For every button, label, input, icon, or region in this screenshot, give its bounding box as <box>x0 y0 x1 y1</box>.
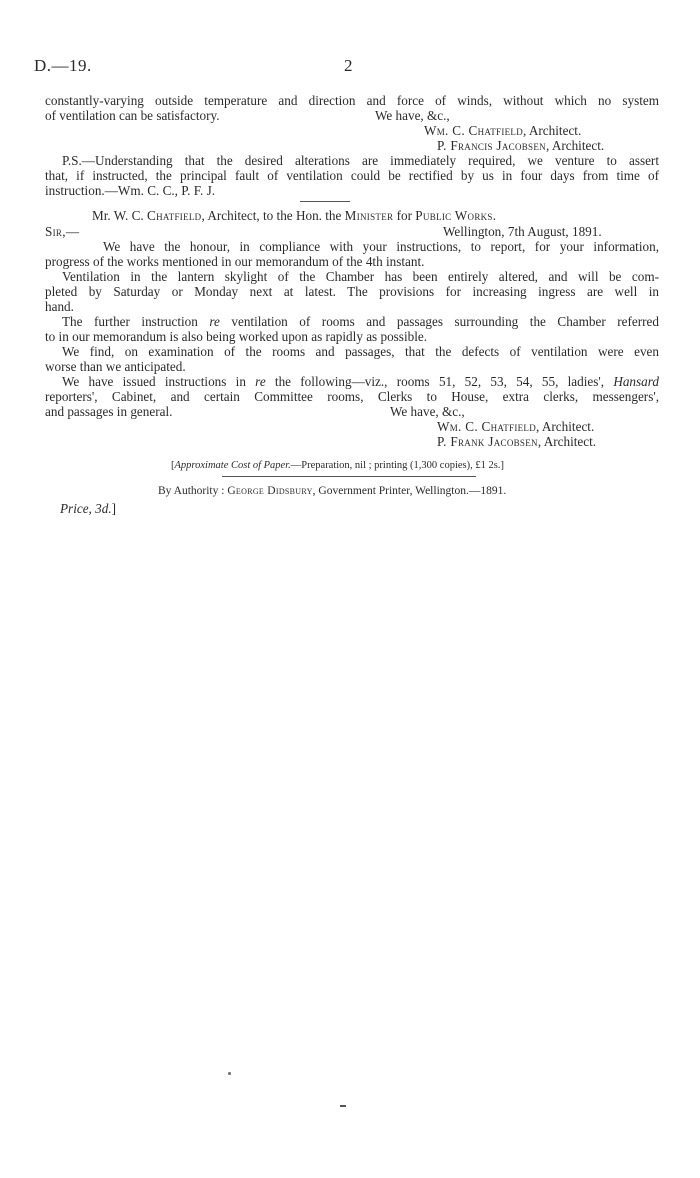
salutation <box>45 224 79 239</box>
cost-note-label: Approximate Cost of Paper. <box>174 460 291 471</box>
footer-divider <box>222 476 476 477</box>
body-line: reporters', Cabinet, and certain Committee rooms, Clerks to House, extra clerks, messengers', <box>45 389 659 404</box>
printer-prefix: By Authority : <box>158 485 228 497</box>
signatory-name: Wm. C. Chatfield <box>437 419 537 434</box>
page-number: 2 <box>344 56 353 75</box>
document-reference: D.—19. <box>34 56 92 75</box>
body-line: hand. <box>45 299 74 314</box>
salutation-text: Sir,— <box>45 224 80 239</box>
cost-note-bracket: [ <box>171 460 175 471</box>
place-date: Wellington, 7th August, 1891. <box>443 224 602 239</box>
cost-note <box>171 458 504 473</box>
body-line <box>45 108 659 123</box>
signature-line <box>437 419 594 434</box>
heading-name: Chatfield <box>146 208 202 223</box>
printer-imprint <box>158 484 506 499</box>
body-line: constantly-varying outside temperature and direction and force of winds, without which no system <box>45 93 659 108</box>
letter-heading <box>92 208 496 223</box>
body-line: to in our memorandum is also being worked upon as rapidly as possible. <box>45 329 428 344</box>
body-text: The further instruction <box>62 314 210 329</box>
price-bracket: ] <box>111 501 117 516</box>
printer-name: George Didsbury <box>227 485 313 497</box>
scan-speck <box>340 1105 346 1107</box>
body-line: Ventilation in the lantern skylight of the Chamber has been entirely altered, and will be com- <box>62 269 659 284</box>
body-line: We have the honour, in compliance with your instructions, to report, for your information, <box>103 239 659 254</box>
postscript-line: P.S.—Understanding that the desired alterations are immediately required, we venture to assert <box>62 153 659 168</box>
heading-text: . <box>492 208 497 223</box>
body-text: the following—viz., rooms 51, 52, 53, 54, 55, ladies', <box>265 374 614 389</box>
body-italic: re <box>209 314 220 329</box>
body-line: worse than we anticipated. <box>45 359 186 374</box>
body-line <box>62 374 659 389</box>
body-text: and passages in general. <box>45 404 173 419</box>
body-line <box>62 314 659 329</box>
printer-suffix: , Government Printer, Wellington.—1891. <box>312 485 507 497</box>
signatory-role: , Architect. <box>537 434 597 449</box>
postscript-line: that, if instructed, the principal fault of ventilation could be rectified by us in four days from time of <box>45 168 659 183</box>
closing-phrase: We have, &c., <box>390 404 465 419</box>
body-italic: re <box>255 374 266 389</box>
heading-text: for <box>393 208 416 223</box>
price-note <box>60 501 116 516</box>
heading-text: , Architect, to the Hon. the <box>201 208 345 223</box>
body-text: of ventilation can be satisfactory. <box>45 108 220 123</box>
signature-line <box>437 138 604 153</box>
signatory-name: P. Francis Jacobsen <box>437 138 546 153</box>
scan-speck <box>228 1072 231 1075</box>
signature-line <box>424 123 581 138</box>
signatory-name: Wm. C. Chatfield <box>424 123 524 138</box>
closing-phrase: We have, &c., <box>375 108 450 123</box>
cost-note-text: —Preparation, nil ; printing (1,300 copies), £1 2s.] <box>290 460 504 471</box>
body-line: We find, on examination of the rooms and passages, that the defects of ventilation were even <box>62 344 659 359</box>
body-italic: Hansard <box>613 374 659 389</box>
signatory-role: , Architect. <box>536 419 595 434</box>
section-divider <box>300 201 350 202</box>
signatory-role: , Architect. <box>523 123 582 138</box>
signatory-role: , Architect. <box>545 138 605 153</box>
heading-text: Mr. W. C. <box>92 208 147 223</box>
body-line: progress of the works mentioned in our memorandum of the 4th instant. <box>45 254 425 269</box>
signature-line <box>437 434 596 449</box>
signatory-name: P. Frank Jacobsen <box>437 434 538 449</box>
body-line: pleted by Saturday or Monday next at latest. The provisions for increasing ingress are well in <box>45 284 659 299</box>
body-text: We have issued instructions in <box>62 374 256 389</box>
body-text: ventilation of rooms and passages surrounding the Chamber referred <box>219 314 659 329</box>
body-line <box>45 404 659 419</box>
heading-title: Minister <box>344 208 394 223</box>
price-label: Price, 3d. <box>60 501 112 516</box>
heading-title: Public Works <box>415 208 493 223</box>
postscript-line: instruction.—Wm. C. C., P. F. J. <box>45 183 216 198</box>
